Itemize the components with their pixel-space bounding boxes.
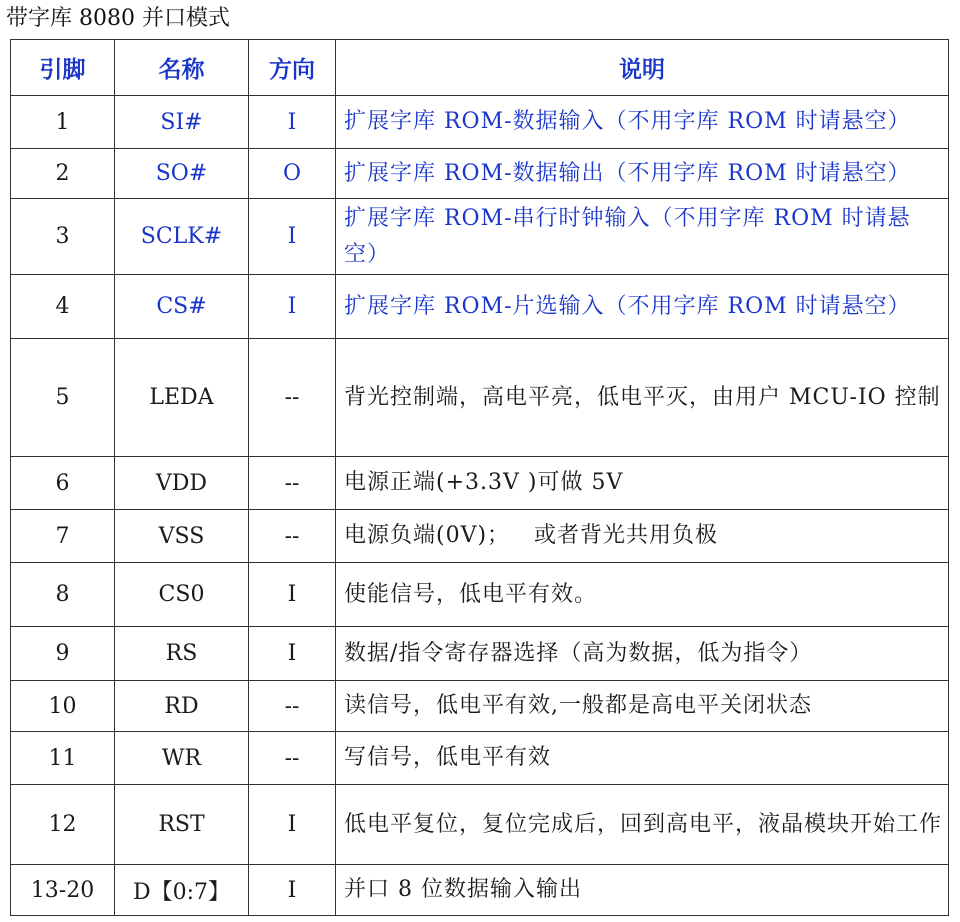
header-name: 名称 xyxy=(115,40,249,96)
table-row xyxy=(11,457,949,510)
table-header-row xyxy=(11,40,949,96)
pin-number: 11 xyxy=(11,732,115,785)
pin-number: 9 xyxy=(11,627,115,681)
pin-name: D【0:7】 xyxy=(115,865,249,916)
pin-description: 数据/指令寄存器选择（高为数据，低为指令） xyxy=(336,627,949,681)
header-description: 说明 xyxy=(336,40,949,96)
pin-description: 写信号，低电平有效 xyxy=(336,732,949,785)
pin-number: 5 xyxy=(11,339,115,457)
pin-description: 电源负端(0V)； 或者背光共用负极 xyxy=(336,510,949,563)
pin-description: 扩展字库 ROM-串行时钟输入（不用字库 ROM 时请悬空） xyxy=(336,199,949,275)
pin-number: 3 xyxy=(11,199,115,275)
pin-number: 4 xyxy=(11,275,115,339)
table-row xyxy=(11,785,949,865)
pin-name: VDD xyxy=(115,457,249,510)
pin-name: RD xyxy=(115,681,249,732)
pin-direction: I xyxy=(249,627,336,681)
table-row xyxy=(11,275,949,339)
pin-direction: I xyxy=(249,96,336,149)
pin-number: 13-20 xyxy=(11,865,115,916)
pin-name: CS# xyxy=(115,275,249,339)
table-row xyxy=(11,627,949,681)
pin-direction: I xyxy=(249,275,336,339)
pin-direction: I xyxy=(249,785,336,865)
pin-description: 背光控制端，高电平亮，低电平灭，由用户 MCU-IO 控制 xyxy=(336,339,949,457)
pin-name: SCLK# xyxy=(115,199,249,275)
pin-direction: -- xyxy=(249,732,336,785)
pin-direction: -- xyxy=(249,681,336,732)
pin-direction: I xyxy=(249,199,336,275)
pin-number: 8 xyxy=(11,563,115,627)
table-row xyxy=(11,339,949,457)
pin-direction: -- xyxy=(249,457,336,510)
pin-name: SO# xyxy=(115,149,249,199)
pin-number: 6 xyxy=(11,457,115,510)
table-row xyxy=(11,96,949,149)
pin-direction: -- xyxy=(249,339,336,457)
pin-number: 10 xyxy=(11,681,115,732)
table-row xyxy=(11,563,949,627)
pin-table xyxy=(10,39,949,916)
pin-description: 扩展字库 ROM-数据输出（不用字库 ROM 时请悬空） xyxy=(336,149,949,199)
pin-name: WR xyxy=(115,732,249,785)
pin-description: 扩展字库 ROM-片选输入（不用字库 ROM 时请悬空） xyxy=(336,275,949,339)
pin-name: RS xyxy=(115,627,249,681)
pin-description: 读信号，低电平有效,一般都是高电平关闭状态 xyxy=(336,681,949,732)
pin-name: LEDA xyxy=(115,339,249,457)
pin-number: 12 xyxy=(11,785,115,865)
pin-name: CS0 xyxy=(115,563,249,627)
table-row xyxy=(11,732,949,785)
table-row xyxy=(11,199,949,275)
pin-name: VSS xyxy=(115,510,249,563)
table-row xyxy=(11,865,949,916)
header-direction: 方向 xyxy=(249,40,336,96)
pin-description: 使能信号，低电平有效。 xyxy=(336,563,949,627)
header-pin: 引脚 xyxy=(11,40,115,96)
pin-direction: O xyxy=(249,149,336,199)
table-row xyxy=(11,510,949,563)
table-row xyxy=(11,149,949,199)
pin-direction: I xyxy=(249,563,336,627)
document-title: 带字库 8080 并口模式 xyxy=(6,6,230,31)
pin-number: 1 xyxy=(11,96,115,149)
pin-description: 扩展字库 ROM-数据输入（不用字库 ROM 时请悬空） xyxy=(336,96,949,149)
pin-name: RST xyxy=(115,785,249,865)
pin-description: 低电平复位，复位完成后，回到高电平，液晶模块开始工作 xyxy=(336,785,949,865)
pin-direction: -- xyxy=(249,510,336,563)
pin-name: SI# xyxy=(115,96,249,149)
pin-description: 电源正端(+3.3V )可做 5V xyxy=(336,457,949,510)
pin-direction: I xyxy=(249,865,336,916)
pin-number: 2 xyxy=(11,149,115,199)
table-row xyxy=(11,681,949,732)
pin-description: 并口 8 位数据输入输出 xyxy=(336,865,949,916)
pin-number: 7 xyxy=(11,510,115,563)
